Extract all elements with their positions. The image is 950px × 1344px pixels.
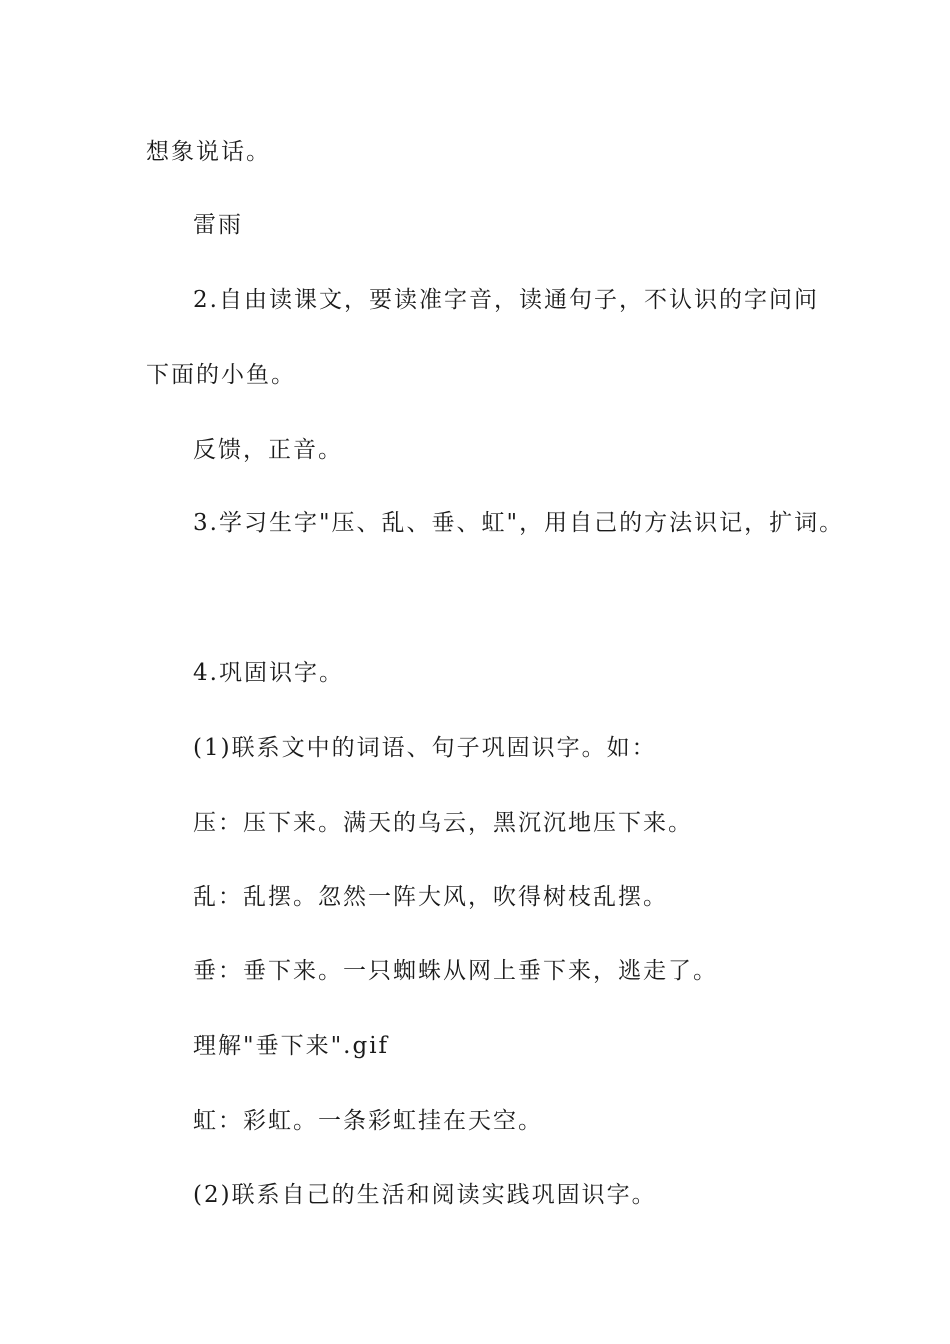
text-line-substep-1: (1)联系文中的词语、句子巩固识字。如： <box>193 735 657 761</box>
text-line-example-ya: 压：压下来。满天的乌云，黑沉沉地压下来。 <box>193 810 693 836</box>
text-line-example-hong: 虹：彩虹。一条彩虹挂在天空。 <box>193 1108 543 1134</box>
text-line-step-2-continued: 下面的小鱼。 <box>146 362 296 388</box>
text-line-example-luan: 乱：乱摆。忽然一阵大风，吹得树枝乱摆。 <box>193 884 668 910</box>
text-line-step-4: 4.巩固识字。 <box>193 660 344 686</box>
text-line-step-3: 3.学习生字"压、乱、垂、虹"，用自己的方法识记，扩词。 <box>193 510 845 536</box>
text-line-substep-2: (2)联系自己的生活和阅读实践巩固识字。 <box>193 1182 657 1208</box>
text-line-title: 雷雨 <box>193 212 243 238</box>
text-line-gif-reference: 理解"垂下来".gif <box>193 1033 390 1059</box>
text-line-continuation: 想象说话。 <box>146 139 271 165</box>
text-line-step-2: 2.自由读课文，要读准字音，读通句子，不认识的字问问 <box>193 287 819 313</box>
text-line-feedback: 反馈，正音。 <box>193 437 343 463</box>
text-line-example-chui: 垂：垂下来。一只蜘蛛从网上垂下来，逃走了。 <box>193 958 718 984</box>
